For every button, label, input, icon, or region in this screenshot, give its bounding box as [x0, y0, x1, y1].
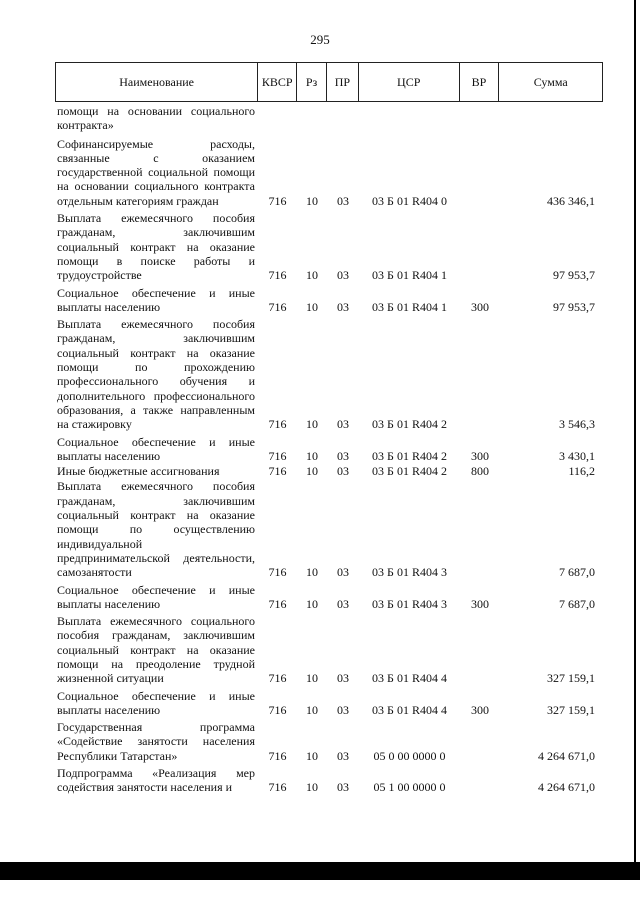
row-vr: 300	[471, 448, 489, 463]
header-sum: Сумма	[533, 74, 568, 89]
page-number: 295	[310, 32, 330, 47]
row-rz: 10	[306, 464, 318, 479]
row-sum: 436 346,1	[547, 193, 595, 208]
row-kvsr: 716	[268, 268, 287, 283]
row-csr: 03 Б 01 R404 1	[372, 299, 447, 314]
row-sum: 97 953,7	[553, 299, 595, 314]
row-csr: 03 Б 01 R404 4	[372, 671, 447, 686]
table-row	[55, 286, 603, 315]
row-kvsr: 716	[268, 780, 287, 795]
row-kvsr: 716	[268, 193, 287, 208]
row-pr: 03	[337, 299, 349, 314]
row-kvsr: 716	[268, 417, 287, 432]
row-sum: 7 687,0	[559, 565, 595, 580]
row-sum: 4 264 671,0	[538, 780, 595, 795]
row-rz: 10	[306, 702, 318, 717]
row-pr: 03	[337, 671, 349, 686]
row-name: Социальное обеспечение и иные выплаты населению	[57, 285, 255, 314]
header-csr: ЦСР	[359, 63, 460, 101]
row-pr: 03	[337, 748, 349, 763]
row-kvsr: 716	[268, 565, 287, 580]
row-pr: 03	[337, 702, 349, 717]
row-vr: 300	[471, 299, 489, 314]
table-row	[55, 104, 603, 133]
row-name: Социальное обеспечение и иные выплаты населению	[57, 582, 255, 611]
row-rz: 10	[306, 417, 318, 432]
table-row	[55, 464, 603, 478]
row-kvsr: 716	[268, 448, 287, 463]
row-kvsr: 716	[268, 464, 287, 479]
row-csr: 03 Б 01 R404 3	[372, 565, 447, 580]
table-row	[55, 211, 603, 282]
table-row	[55, 614, 603, 685]
row-name: Государственная программа «Содействие занятости населения Республики Татарстан»	[57, 720, 255, 763]
row-pr: 03	[337, 565, 349, 580]
row-csr: 03 Б 01 R404 2	[372, 448, 447, 463]
row-name: Выплата ежемесячного социального пособия гражданам, заключившим социальный контракт на оказание помощи на преодоление трудной жизненной ситуации	[57, 614, 255, 686]
header-vr: ВР	[460, 63, 500, 101]
row-sum: 4 264 671,0	[538, 748, 595, 763]
row-pr: 03	[337, 268, 349, 283]
row-rz: 10	[306, 565, 318, 580]
row-csr: 03 Б 01 R404 0	[372, 193, 447, 208]
table-row	[55, 583, 603, 612]
row-csr: 05 1 00 0000 0	[373, 780, 446, 795]
row-rz: 10	[306, 596, 318, 611]
row-rz: 10	[306, 448, 318, 463]
row-kvsr: 716	[268, 671, 287, 686]
row-csr: 03 Б 01 R404 2	[372, 417, 447, 432]
table-row	[55, 689, 603, 718]
row-name: Софинансируемые расходы, связанные с оказанием государственной социальной помощи на основании социального контракта отдельным категориям граждан	[57, 136, 255, 208]
row-pr: 03	[337, 417, 349, 432]
row-pr: 03	[337, 596, 349, 611]
table-body	[55, 104, 603, 795]
row-name: помощи на основании социального контракта»	[57, 104, 255, 133]
row-vr: 300	[471, 702, 489, 717]
table-row	[55, 479, 603, 579]
row-sum: 97 953,7	[553, 268, 595, 283]
row-sum: 327 159,1	[547, 702, 595, 717]
table-row	[55, 435, 603, 464]
row-rz: 10	[306, 193, 318, 208]
row-csr: 03 Б 01 R404 3	[372, 596, 447, 611]
header-rz: Рз	[297, 63, 327, 101]
table-row	[55, 317, 603, 431]
row-name: Выплата ежемесячного пособия гражданам, заключившим социальный контракт на оказание помощи в поиске работы и трудоустройстве	[57, 211, 255, 283]
header-name: Наименование	[56, 63, 258, 101]
row-name: Иные бюджетные ассигнования	[57, 464, 220, 479]
row-name: Выплата ежемесячного пособия гражданам, заключившим социальный контракт на оказание помощи по прохождению профессионального обучения и дополнительного профессионального образования, а также направленным на стажировку	[57, 317, 255, 432]
row-pr: 03	[337, 780, 349, 795]
row-sum: 327 159,1	[547, 671, 595, 686]
row-pr: 03	[337, 448, 349, 463]
row-name: Выплата ежемесячного пособия гражданам, заключившим социальный контракт на оказание помощи по осуществлению индивидуальной предпринимательской деятельности, самозанятости	[57, 479, 255, 580]
row-sum: 3 546,3	[559, 417, 595, 432]
table-row	[55, 720, 603, 763]
row-sum: 7 687,0	[559, 596, 595, 611]
row-name: Социальное обеспечение и иные выплаты населению	[57, 434, 255, 463]
row-kvsr: 716	[268, 596, 287, 611]
row-csr: 05 0 00 0000 0	[373, 748, 446, 763]
row-sum: 3 430,1	[559, 448, 595, 463]
row-rz: 10	[306, 268, 318, 283]
row-kvsr: 716	[268, 748, 287, 763]
row-csr: 03 Б 01 R404 4	[372, 702, 447, 717]
header-kvsr: КВСР	[258, 63, 297, 101]
table-header	[55, 62, 603, 102]
header-pr: ПР	[327, 63, 359, 101]
row-csr: 03 Б 01 R404 1	[372, 268, 447, 283]
row-rz: 10	[306, 780, 318, 795]
scan-bottom-bar	[0, 862, 640, 880]
table-row	[55, 766, 603, 795]
row-name: Социальное обеспечение и иные выплаты населению	[57, 688, 255, 717]
row-csr: 03 Б 01 R404 2	[372, 464, 447, 479]
row-rz: 10	[306, 671, 318, 686]
row-rz: 10	[306, 299, 318, 314]
row-vr: 800	[471, 464, 489, 479]
row-pr: 03	[337, 193, 349, 208]
row-name: Подпрограмма «Реализация мер содействия занятости населения и	[57, 766, 255, 795]
row-vr: 300	[471, 596, 489, 611]
row-rz: 10	[306, 748, 318, 763]
row-sum: 116,2	[568, 464, 595, 479]
row-kvsr: 716	[268, 299, 287, 314]
table-row	[55, 137, 603, 208]
row-pr: 03	[337, 464, 349, 479]
scan-edge-line	[634, 0, 636, 862]
row-kvsr: 716	[268, 702, 287, 717]
